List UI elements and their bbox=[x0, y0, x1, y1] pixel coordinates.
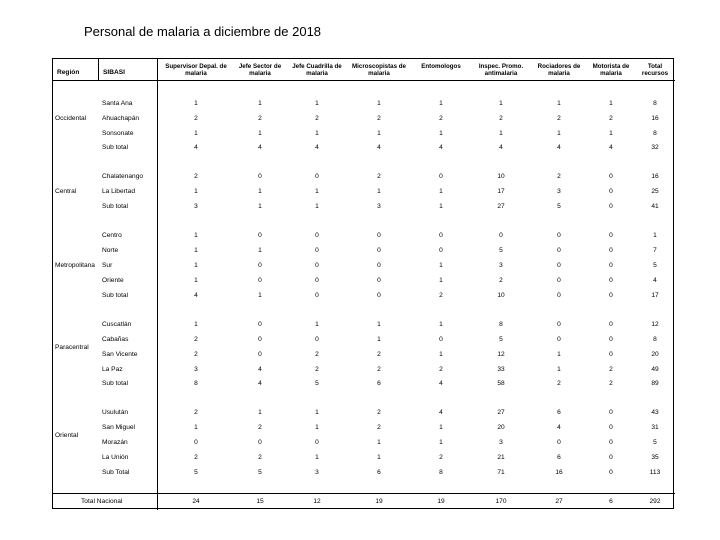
cell-value: 0 bbox=[557, 262, 561, 269]
cell-value: 0 bbox=[609, 262, 613, 269]
cell-value: 1 bbox=[194, 232, 198, 239]
cell-value: 4 bbox=[439, 144, 443, 151]
sibasi-label: Sonsonate bbox=[102, 130, 134, 137]
cell-value: 1 bbox=[315, 454, 319, 461]
cell-value: 0 bbox=[258, 321, 262, 328]
cell-value: 1 bbox=[377, 336, 381, 343]
cell-value: 1 bbox=[258, 188, 262, 195]
cell-value: 2 bbox=[439, 454, 443, 461]
cell-value: 4 bbox=[315, 144, 319, 151]
cell-value: 6 bbox=[557, 454, 561, 461]
total-divider bbox=[53, 493, 675, 494]
cell-value: 0 bbox=[315, 292, 319, 299]
cell-value: 0 bbox=[557, 292, 561, 299]
cell-value: 8 bbox=[194, 380, 198, 387]
cell-value: 1 bbox=[194, 188, 198, 195]
total-value: 19 bbox=[437, 498, 445, 505]
cell-value: 5 bbox=[194, 469, 198, 476]
cell-value: 2 bbox=[557, 380, 561, 387]
cell-value: 0 bbox=[439, 336, 443, 343]
cell-value: 1 bbox=[439, 203, 443, 210]
cell-value: 1 bbox=[439, 321, 443, 328]
header-col-5: Inspec. Promo. antimalaria bbox=[478, 63, 524, 77]
cell-value: 1 bbox=[377, 188, 381, 195]
header-col-3: Microscopistas de malaria bbox=[352, 63, 406, 77]
cell-value: 1 bbox=[557, 351, 561, 358]
cell-value: 27 bbox=[497, 409, 505, 416]
cell-value: 0 bbox=[609, 424, 613, 431]
cell-value: 1 bbox=[194, 277, 198, 284]
cell-value: 4 bbox=[194, 144, 198, 151]
cell-value: 1 bbox=[439, 424, 443, 431]
cell-value: 0 bbox=[194, 439, 198, 446]
cell-value: 2 bbox=[377, 351, 381, 358]
sibasi-label: Ahuachapán bbox=[102, 115, 140, 122]
cell-value: 6 bbox=[557, 409, 561, 416]
cell-value: 2 bbox=[377, 424, 381, 431]
cell-value: 0 bbox=[258, 336, 262, 343]
cell-value: 0 bbox=[609, 203, 613, 210]
cell-value: 3 bbox=[499, 262, 503, 269]
cell-value: 20 bbox=[651, 351, 659, 358]
cell-value: 1 bbox=[377, 454, 381, 461]
cell-value: 58 bbox=[497, 380, 505, 387]
header-col-1: Jefe Sector de malaria bbox=[238, 63, 282, 77]
cell-value: 0 bbox=[609, 188, 613, 195]
cell-value: 31 bbox=[651, 424, 659, 431]
cell-value: 1 bbox=[653, 232, 657, 239]
cell-value: 2 bbox=[439, 115, 443, 122]
cell-value: 0 bbox=[609, 173, 613, 180]
sibasi-label: Cuscatlán bbox=[102, 321, 132, 328]
cell-value: 10 bbox=[497, 292, 505, 299]
cell-value: 1 bbox=[439, 130, 443, 137]
cell-value: 1 bbox=[258, 203, 262, 210]
sibasi-label: La Paz bbox=[102, 366, 123, 373]
cell-value: 2 bbox=[315, 351, 319, 358]
sibasi-label: Sur bbox=[102, 262, 113, 269]
cell-value: 0 bbox=[377, 262, 381, 269]
region-label: Metropolitana bbox=[55, 262, 95, 269]
cell-value: 5 bbox=[315, 380, 319, 387]
total-value: 292 bbox=[649, 498, 661, 505]
cell-value: 3 bbox=[377, 203, 381, 210]
header-col-2: Jefe Cuadrilla de malaria bbox=[292, 63, 342, 77]
region-label: Occidental bbox=[55, 115, 87, 122]
cell-value: 4 bbox=[609, 144, 613, 151]
cell-value: 4 bbox=[258, 366, 262, 373]
cell-value: 1 bbox=[315, 203, 319, 210]
cell-value: 2 bbox=[258, 454, 262, 461]
total-value: 24 bbox=[192, 498, 200, 505]
cell-value: 35 bbox=[651, 454, 659, 461]
cell-value: 0 bbox=[439, 232, 443, 239]
cell-value: 8 bbox=[439, 469, 443, 476]
sibasi-label: San Vicente bbox=[102, 351, 138, 358]
cell-value: 8 bbox=[653, 100, 657, 107]
cell-value: 0 bbox=[609, 409, 613, 416]
total-value: 6 bbox=[609, 498, 613, 505]
cell-value: 0 bbox=[258, 232, 262, 239]
cell-value: 1 bbox=[439, 188, 443, 195]
cell-value: 1 bbox=[258, 292, 262, 299]
cell-value: 4 bbox=[258, 144, 262, 151]
cell-value: 32 bbox=[651, 144, 659, 151]
cell-value: 2 bbox=[557, 115, 561, 122]
cell-value: 12 bbox=[651, 321, 659, 328]
cell-value: 1 bbox=[439, 262, 443, 269]
cell-value: 1 bbox=[377, 321, 381, 328]
cell-value: 8 bbox=[653, 336, 657, 343]
cell-value: 4 bbox=[194, 292, 198, 299]
cell-value: 33 bbox=[497, 366, 505, 373]
cell-value: 1 bbox=[194, 247, 198, 254]
cell-value: 4 bbox=[499, 144, 503, 151]
cell-value: 0 bbox=[258, 173, 262, 180]
cell-value: 2 bbox=[609, 366, 613, 373]
cell-value: 25 bbox=[651, 188, 659, 195]
cell-value: 1 bbox=[439, 439, 443, 446]
cell-value: 0 bbox=[609, 277, 613, 284]
cell-value: 0 bbox=[258, 277, 262, 284]
cell-value: 2 bbox=[439, 292, 443, 299]
cell-value: 1 bbox=[499, 130, 503, 137]
sibasi-label: Usulután bbox=[102, 409, 129, 416]
cell-value: 2 bbox=[377, 366, 381, 373]
cell-value: 0 bbox=[557, 336, 561, 343]
cell-value: 3 bbox=[194, 203, 198, 210]
cell-value: 20 bbox=[497, 424, 505, 431]
total-value: 19 bbox=[375, 498, 383, 505]
cell-value: 49 bbox=[651, 366, 659, 373]
cell-value: 0 bbox=[315, 439, 319, 446]
header-col-4: Entomologos bbox=[421, 63, 461, 70]
cell-value: 0 bbox=[609, 454, 613, 461]
sibasi-label: Sub Total bbox=[102, 469, 130, 476]
cell-value: 0 bbox=[557, 321, 561, 328]
cell-value: 2 bbox=[499, 277, 503, 284]
cell-value: 0 bbox=[315, 277, 319, 284]
total-value: 170 bbox=[495, 498, 507, 505]
cell-value: 2 bbox=[609, 380, 613, 387]
total-value: 15 bbox=[256, 498, 264, 505]
cell-value: 17 bbox=[497, 188, 505, 195]
sibasi-label: Oriente bbox=[102, 277, 124, 284]
header-sibasi: SIBASI bbox=[103, 69, 125, 76]
cell-value: 1 bbox=[315, 424, 319, 431]
cell-value: 1 bbox=[377, 100, 381, 107]
cell-value: 1 bbox=[557, 130, 561, 137]
cell-value: 3 bbox=[499, 439, 503, 446]
cell-value: 0 bbox=[377, 247, 381, 254]
cell-value: 8 bbox=[653, 130, 657, 137]
sibasi-divider bbox=[157, 59, 158, 510]
header-col-8: Total recursos bbox=[641, 63, 669, 77]
cell-value: 0 bbox=[609, 292, 613, 299]
cell-value: 0 bbox=[557, 439, 561, 446]
cell-value: 4 bbox=[653, 277, 657, 284]
cell-value: 2 bbox=[609, 115, 613, 122]
total-value: 27 bbox=[555, 498, 563, 505]
cell-value: 1 bbox=[557, 100, 561, 107]
cell-value: 0 bbox=[377, 277, 381, 284]
cell-value: 4 bbox=[439, 380, 443, 387]
cell-value: 1 bbox=[258, 130, 262, 137]
sibasi-label: Sub total bbox=[102, 292, 129, 299]
cell-value: 1 bbox=[194, 321, 198, 328]
cell-value: 3 bbox=[194, 366, 198, 373]
cell-value: 1 bbox=[609, 100, 613, 107]
cell-value: 1 bbox=[258, 409, 262, 416]
cell-value: 1 bbox=[194, 100, 198, 107]
cell-value: 0 bbox=[315, 247, 319, 254]
cell-value: 6 bbox=[377, 380, 381, 387]
cell-value: 89 bbox=[651, 380, 659, 387]
cell-value: 16 bbox=[651, 173, 659, 180]
cell-value: 0 bbox=[377, 232, 381, 239]
cell-value: 2 bbox=[377, 173, 381, 180]
cell-value: 0 bbox=[315, 232, 319, 239]
cell-value: 0 bbox=[258, 262, 262, 269]
cell-value: 16 bbox=[651, 115, 659, 122]
cell-value: 41 bbox=[651, 203, 659, 210]
sibasi-label: San Miguel bbox=[102, 424, 135, 431]
sibasi-label: Santa Ana bbox=[102, 100, 133, 107]
staff-table bbox=[52, 58, 674, 509]
cell-value: 4 bbox=[258, 380, 262, 387]
cell-value: 0 bbox=[609, 321, 613, 328]
cell-value: 2 bbox=[194, 173, 198, 180]
region-label: Paracentral bbox=[55, 344, 89, 351]
cell-value: 5 bbox=[499, 336, 503, 343]
cell-value: 7 bbox=[653, 247, 657, 254]
cell-value: 2 bbox=[194, 454, 198, 461]
cell-value: 0 bbox=[439, 173, 443, 180]
cell-value: 0 bbox=[439, 247, 443, 254]
cell-value: 2 bbox=[194, 115, 198, 122]
cell-value: 2 bbox=[194, 351, 198, 358]
cell-value: 43 bbox=[651, 409, 659, 416]
sibasi-label: Cabañas bbox=[102, 336, 129, 343]
cell-value: 1 bbox=[439, 100, 443, 107]
cell-value: 0 bbox=[609, 247, 613, 254]
cell-value: 0 bbox=[315, 336, 319, 343]
cell-value: 12 bbox=[497, 351, 505, 358]
cell-value: 1 bbox=[258, 247, 262, 254]
cell-value: 2 bbox=[258, 424, 262, 431]
cell-value: 1 bbox=[194, 424, 198, 431]
cell-value: 1 bbox=[315, 130, 319, 137]
cell-value: 0 bbox=[609, 469, 613, 476]
cell-value: 2 bbox=[499, 115, 503, 122]
cell-value: 0 bbox=[557, 277, 561, 284]
cell-value: 27 bbox=[497, 203, 505, 210]
cell-value: 0 bbox=[258, 351, 262, 358]
region-label: Oriental bbox=[55, 432, 79, 439]
cell-value: 8 bbox=[499, 321, 503, 328]
header-region: Región bbox=[57, 69, 80, 76]
sibasi-label: Sub total bbox=[102, 144, 129, 151]
cell-value: 5 bbox=[557, 203, 561, 210]
sibasi-label: Centro bbox=[102, 232, 122, 239]
cell-value: 0 bbox=[609, 232, 613, 239]
cell-value: 1 bbox=[377, 439, 381, 446]
cell-value: 0 bbox=[609, 336, 613, 343]
total-label: Total Nacional bbox=[81, 498, 123, 505]
cell-value: 1 bbox=[557, 366, 561, 373]
cell-value: 1 bbox=[377, 130, 381, 137]
region-label: Central bbox=[55, 188, 77, 195]
cell-value: 6 bbox=[377, 469, 381, 476]
cell-value: 2 bbox=[194, 336, 198, 343]
cell-value: 113 bbox=[649, 469, 661, 476]
cell-value: 5 bbox=[653, 262, 657, 269]
cell-value: 1 bbox=[258, 100, 262, 107]
cell-value: 2 bbox=[315, 366, 319, 373]
cell-value: 2 bbox=[258, 115, 262, 122]
cell-value: 1 bbox=[315, 409, 319, 416]
sibasi-label: Norte bbox=[102, 247, 119, 254]
sibasi-label: La Libertad bbox=[102, 188, 135, 195]
sibasi-label: Morazán bbox=[102, 439, 128, 446]
cell-value: 1 bbox=[315, 100, 319, 107]
sibasi-label: Chalatenango bbox=[102, 173, 144, 180]
cell-value: 5 bbox=[499, 247, 503, 254]
cell-value: 3 bbox=[315, 469, 319, 476]
cell-value: 4 bbox=[557, 424, 561, 431]
cell-value: 0 bbox=[609, 351, 613, 358]
cell-value: 2 bbox=[377, 409, 381, 416]
cell-value: 5 bbox=[653, 439, 657, 446]
sibasi-label: Sub total bbox=[102, 203, 129, 210]
cell-value: 1 bbox=[315, 188, 319, 195]
cell-value: 0 bbox=[377, 292, 381, 299]
cell-value: 2 bbox=[377, 115, 381, 122]
page-title: Personal de malaria a diciembre de 2018 bbox=[84, 24, 322, 39]
total-value: 12 bbox=[313, 498, 321, 505]
cell-value: 71 bbox=[497, 469, 505, 476]
cell-value: 0 bbox=[315, 173, 319, 180]
header-col-6: Rociadores de malaria bbox=[537, 63, 581, 77]
cell-value: 2 bbox=[439, 366, 443, 373]
cell-value: 2 bbox=[557, 173, 561, 180]
cell-value: 17 bbox=[651, 292, 659, 299]
cell-value: 0 bbox=[557, 232, 561, 239]
cell-value: 4 bbox=[557, 144, 561, 151]
header-divider bbox=[53, 80, 675, 81]
cell-value: 0 bbox=[609, 439, 613, 446]
cell-value: 4 bbox=[439, 409, 443, 416]
cell-value: 2 bbox=[194, 409, 198, 416]
cell-value: 1 bbox=[439, 277, 443, 284]
cell-value: 10 bbox=[497, 173, 505, 180]
cell-value: 5 bbox=[258, 469, 262, 476]
cell-value: 0 bbox=[315, 262, 319, 269]
cell-value: 4 bbox=[377, 144, 381, 151]
header-col-0: Supervisor Depal. de malaria bbox=[165, 63, 227, 77]
cell-value: 1 bbox=[194, 130, 198, 137]
cell-value: 3 bbox=[557, 188, 561, 195]
cell-value: 2 bbox=[315, 115, 319, 122]
cell-value: 1 bbox=[315, 321, 319, 328]
header-col-7: Motorista de malaria bbox=[592, 63, 630, 77]
cell-value: 1 bbox=[194, 262, 198, 269]
cell-value: 16 bbox=[555, 469, 563, 476]
sibasi-label: Sub total bbox=[102, 380, 129, 387]
cell-value: 0 bbox=[499, 232, 503, 239]
cell-value: 21 bbox=[497, 454, 505, 461]
cell-value: 1 bbox=[499, 100, 503, 107]
cell-value: 1 bbox=[439, 351, 443, 358]
cell-value: 1 bbox=[609, 130, 613, 137]
region-divider bbox=[98, 59, 99, 80]
sibasi-label: La Unión bbox=[102, 454, 129, 461]
cell-value: 0 bbox=[258, 439, 262, 446]
cell-value: 0 bbox=[557, 247, 561, 254]
